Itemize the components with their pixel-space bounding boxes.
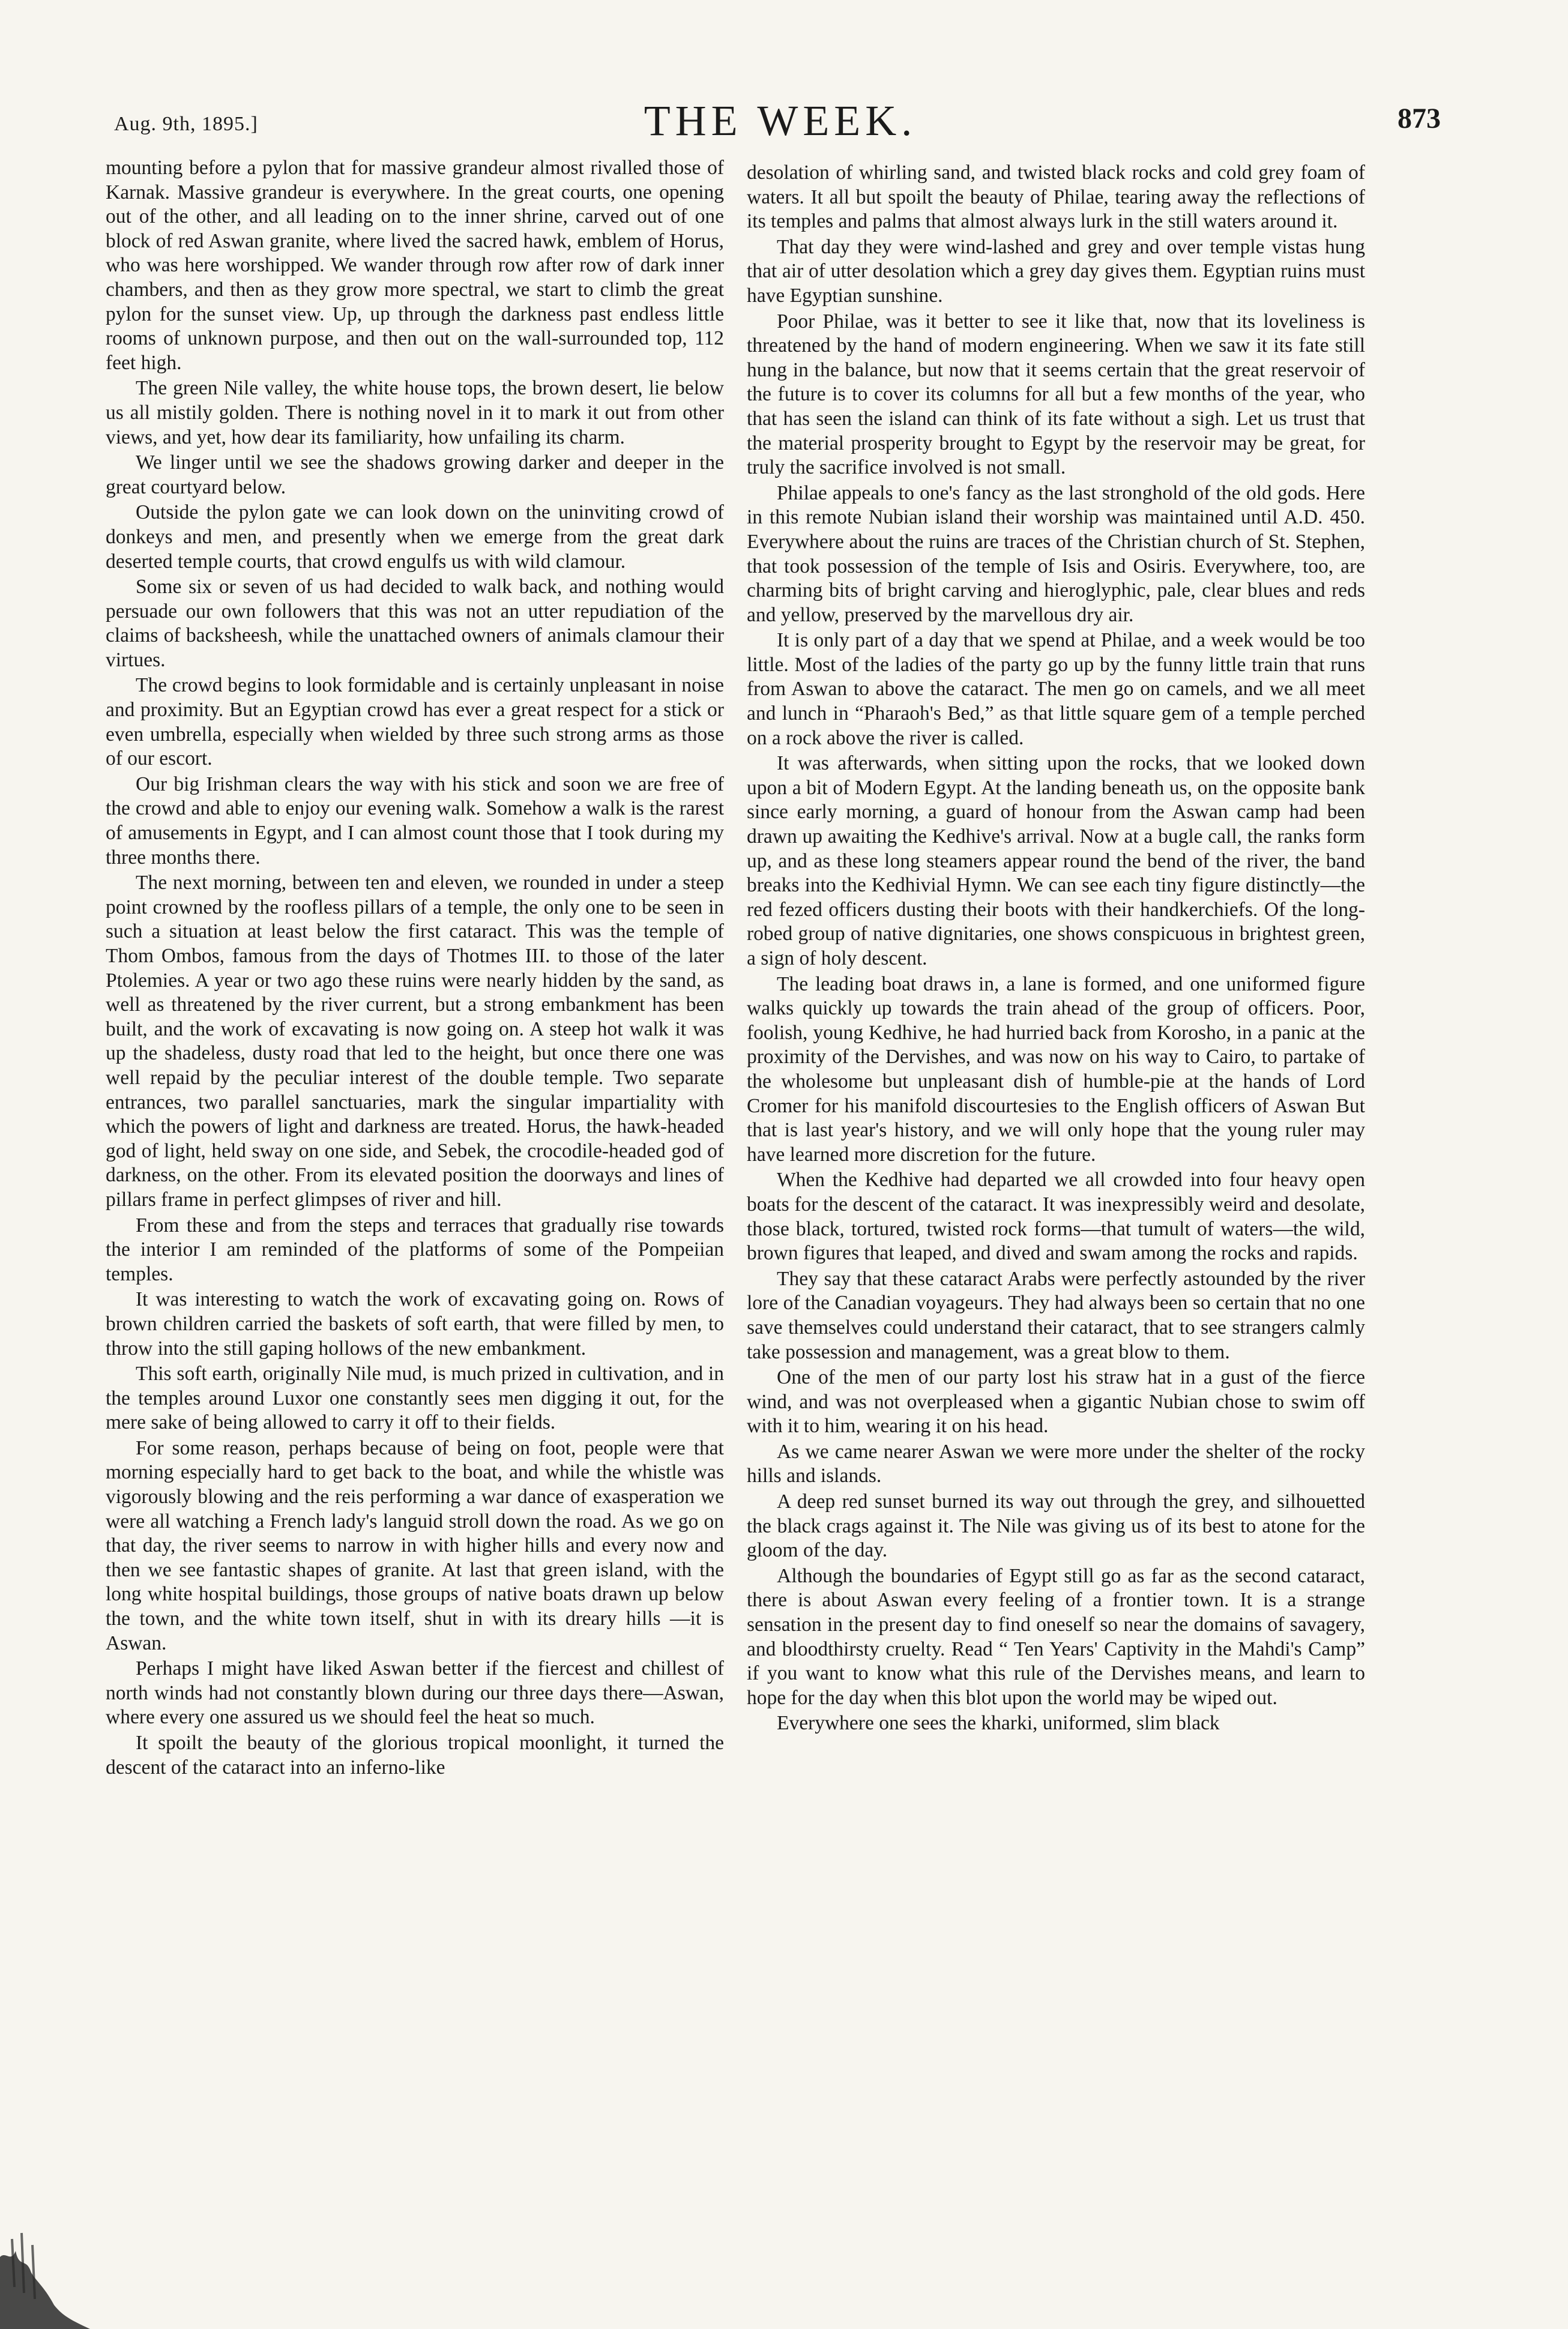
paragraph: When the Kedhive had departed we all crowded into four heavy open boats for the descent of the cataract. It was inexpressibly weird and desolate, those black, tortured, twisted rock forms—that tumult of waters—the wild, brown figures that leaped, and dived and swam among the rocks and rapids. [747, 1169, 1365, 1265]
paragraph: Everywhere one sees the kharki, uniformed, slim black [777, 1712, 1220, 1735]
paragraph: That day they were wind-lashed and grey and over temple vistas hung that air of utter desolation which a grey day gives them. Egyptian ruins must have Egyptian sunshine. [747, 235, 1365, 307]
paragraph: We linger until we see the shadows growing darker and deeper in the great courtyard below. [106, 451, 724, 498]
page-header [102, 96, 1459, 150]
paragraph: The next morning, between ten and eleven, we rounded in under a steep point crowned by the roofless pillars of a temple, the only one to be seen in such a situation at least below the first cataract. This was the temple of Thom Ombos, famous from the days of Thotmes III. to those of the later Ptolemies. A year or two ago these ruins were nearly hidden by the sand, as well as threatened by the river current, but a strong embankment has been built, and the work of excavating is now going on. A steep hot walk it was up the shadeless, dusty road that led to the height, but once there one was well repaid by the peculiar interest of the double temple. Two separate entrances, two parallel sanctuaries, mark the singular impartiality with which the powers of light and darkness are treated. Horus, the hawk-headed god of light, held sway on one side, and Sebek, the crocodile-headed god of darkness, on the other. From its elevated position the doorways and lines of pillars frame in perfect glimpses of river and hill. [106, 872, 724, 1211]
paragraph: It is only part of a day that we spend at Philae, and a week would be too little. Most of the ladies of the party go up by the funny little train that runs from Aswan to above the cataract. The men go on camels, and we all meet and lunch in “Pharaoh's Bed,” as that little square gem of a temple perched on a rock above the river is called. [747, 629, 1365, 749]
paragraph: Philae appeals to one's fancy as the last stronghold of the old gods. Here in this remote Nubian island their worship was maintained until A.D. 450. Everywhere about the ruins are traces of the Christian church of St. Stephen, that took possession of the temple of Isis and Osiris. Everywhere, too, are charming bits of bright carving and hieroglyphic, pale, clear blues and reds and yellow, preserved by the marvellous dry air. [747, 481, 1365, 626]
paragraph: It was afterwards, when sitting upon the rocks, that we looked down upon a bit of Modern Egypt. At the landing beneath us, on the opposite bank since early morning, a guard of honour from the Aswan camp had been drawn up awaiting the Kedhive's arrival. Now at a bugle call, the ranks form up, and as these long steamers appear round the bend of the river, the band breaks into the Kedhivial Hymn. We can see each tiny figure distinctly—the red fezed officers dusting their boots with their handkerchiefs. Of the long-robed group of native dignitaries, one shows conspicuous in brightest green, a sign of holy descent. [747, 752, 1365, 969]
paragraph: This soft earth, originally Nile mud, is much prized in cultivation, and in the temples around Luxor one constantly sees men digging it out, for the mere sake of being allowed to carry it off to their fields. [106, 1363, 724, 1434]
paragraph: They say that these cataract Arabs were perfectly astounded by the river lore of the Canadian voyageurs. They had always been so certain that no one save themselves could understand their cataract, that to see strangers calmly take possession and management, was a great blow to them. [747, 1267, 1365, 1363]
paragraph: Perhaps I might have liked Aswan better if the fiercest and chillest of north winds had not constantly blown during our three days there—Aswan, where every one assured us we should feel the heat so much. [106, 1657, 724, 1729]
paragraph: Poor Philae, was it better to see it like that, now that its loveliness is threatened by the hand of modern engineering. When we saw it its fate still hung in the balance, but now that it seems certain that the great reservoir of the future is to cover its columns for all but a few months of the year, who that has seen the island can think of its fate without a sigh. Let us trust that the material prosperity brought to Egypt by the reservoir may be great, for truly the sacrifice involved is not small. [747, 310, 1365, 479]
page-edge-damage [0, 2215, 90, 2329]
paragraph: It was interesting to watch the work of excavating going on. Rows of brown children carried the baskets of soft earth, that were filled by men, to throw into the still gaping hollows of the new embankment. [106, 1288, 724, 1360]
right-column [747, 161, 1365, 2274]
paragraph: As we came nearer Aswan we were more under the shelter of the rocky hills and islands. [747, 1440, 1365, 1487]
paragraph: Outside the pylon gate we can look down on the uninviting crowd of donkeys and men, and presently when we emerge from the great dark deserted temple courts, that crowd engulfs us with wild clamour. [106, 501, 724, 573]
paragraph: mounting before a pylon that for massive grandeur almost rivalled those of Karnak. Massive grandeur is everywhere. In the great courts, one opening out of the other, and all leading on to the inner shrine, carved out of one block of red Aswan granite, where lived the sacred hawk, emblem of Horus, who was here worshipped. We wander through row after row of dark inner chambers, and then as they grow more spectral, we start to climb the great pylon for the sunset view. Up, up through the darkness past endless little rooms of unknown purpose, and then out on the wall-surrounded top, 112 feet high. [106, 157, 724, 374]
left-column [106, 156, 724, 2269]
paragraph: One of the men of our party lost his straw hat in a gust of the fierce wind, and was not overpleased when a gigantic Nubian chose to swim off with it to him, wearing it on his head. [747, 1366, 1365, 1438]
paragraph: It spoilt the beauty of the glorious tropical moonlight, it turned the descent of the cataract into an inferno-like [106, 1732, 724, 1779]
page-number: 873 [1398, 103, 1441, 134]
paragraph: The crowd begins to look formidable and is certainly unpleasant in noise and proximity. But an Egyptian crowd has ever a great respect for a stick or even umbrella, especially when wielded by three such strong arms as those of our escort. [106, 674, 724, 770]
paragraph: The green Nile valley, the white house tops, the brown desert, lie below us all mistily golden. There is nothing novel in it to mark it out from other views, and yet, how dear its familiarity, how unfailing its charm. [106, 377, 724, 448]
paragraph: A deep red sunset burned its way out through the grey, and silhouetted the black crags against it. The Nile was giving us of its best to atone for the gloom of the day. [747, 1490, 1365, 1562]
paragraph: desolation of whirling sand, and twisted black rocks and cold grey foam of waters. It all but spoilt the beauty of Philae, tearing away the reflections of its temples and palms that almost always lurk in the still waters around it. [747, 161, 1365, 233]
paragraph: From these and from the steps and terraces that gradually rise towards the interior I am reminded of the platforms of some of the Pompeiian temples. [106, 1214, 724, 1285]
paragraph: The leading boat draws in, a lane is formed, and one uniformed figure walks quickly up towards the train ahead of the group of officers. Poor, foolish, young Kedhive, he had hurried back from Korosho, in a panic at the proximity of the Dervishes, and was now on his way to Cairo, to partake of the wholesome but unpleasant dish of humble-pie at the hands of Lord Cromer for his manifold discourtesies to the English officers of Aswan But that is last year's history, and we will only hope that the young ruler may have learned more discretion for the future. [747, 972, 1365, 1166]
issue-date: Aug. 9th, 1895.] [114, 113, 258, 135]
paragraph: Our big Irishman clears the way with his stick and soon we are free of the crowd and able to enjoy our evening walk. Somehow a walk is the rarest of amusements in Egypt, and I can almost count those that I took during my three months there. [106, 773, 724, 869]
publication-title: THE WEEK. [644, 97, 917, 145]
paragraph: For some reason, perhaps because of being on foot, people were that morning especially hard to get back to the boat, and while the whistle was vigorously blowing and the reis performing a war dance of exasperation we were all watching a French lady's languid stroll down the road. As we go on that day, the river seems to narrow in with higher hills and every now and then we see fantastic shapes of granite. At last that green island, with the long white hospital buildings, those groups of native boats drawn up below the town, and the white town itself, shut in with its dreary hills —it is Aswan. [106, 1436, 724, 1654]
paragraph: Although the boundaries of Egypt still go as far as the second cataract, there is about Aswan every feeling of a frontier town. It is a strange sensation in the present day to find oneself so near the domains of savagery, and bloodthirsty cruelty. Read “ Ten Years' Captivity in the Mahdi's Camp” if you want to know what this rule of the Dervishes means, and learn to hope for the day when this blot upon the world may be wiped out. [747, 1564, 1365, 1709]
paragraph: Some six or seven of us had decided to walk back, and nothing would persuade our own followers that this was not an utter repudiation of the claims of backsheesh, while the unattached owners of animals clamour their virtues. [106, 576, 724, 671]
